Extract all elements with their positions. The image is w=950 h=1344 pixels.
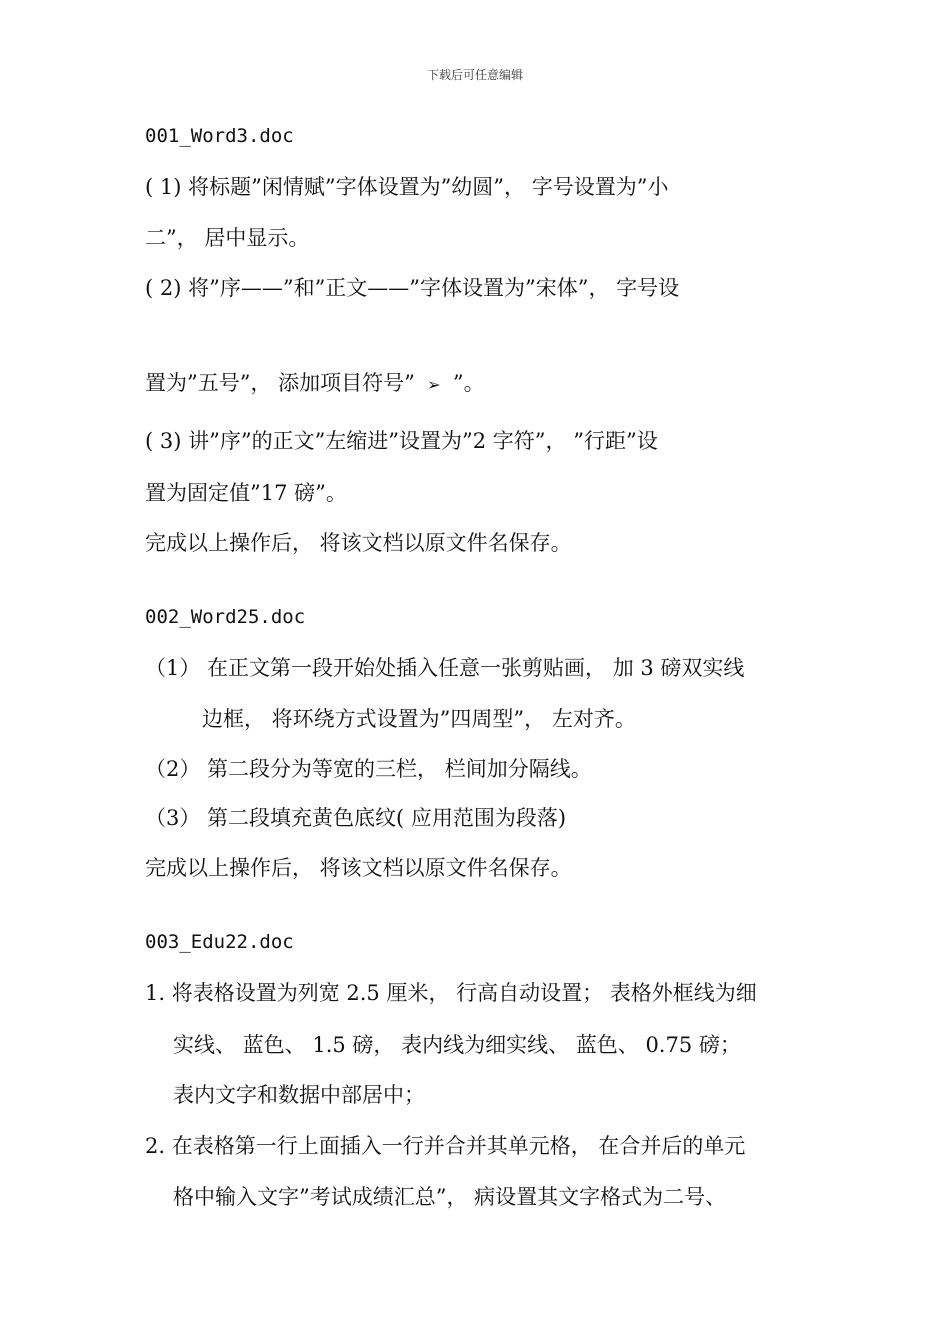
instruction-line: 二”， 居中显示。 (145, 226, 310, 250)
instruction-line: 实线、 蓝色、 1.5 磅， 表内线为细实线、 蓝色、 0.75 磅； (173, 1033, 741, 1057)
instruction-line: 表内文字和数据中部居中； (173, 1083, 425, 1107)
section-title: 002_Word25.doc (145, 606, 306, 628)
instruction-line: ( 3) 讲”序”的正文”左缩进”设置为”2 字符”， ”行距”设 (145, 429, 658, 453)
arrow-bullet-icon: ➢ (427, 375, 441, 394)
instruction-line: （3） 第二段填充黄色底纹( 应用范围为段落) (145, 806, 567, 830)
instruction-line: 1. 将表格设置为列宽 2.5 厘米， 行高自动设置； 表格外框线为细 (145, 981, 757, 1005)
instruction-line (145, 373, 485, 394)
instruction-line: ( 2) 将”序——”和”正文——”字体设置为”宋体”， 字号设 (145, 276, 680, 300)
instruction-line: 置为固定值”17 磅”。 (145, 481, 347, 505)
instruction-line: （1） 在正文第一段开始处插入任意一张剪贴画， 加 3 磅双实线 (145, 656, 745, 680)
page-header: 下载后可任意编辑 (426, 68, 523, 82)
bullet-line-text: ”。 (452, 371, 485, 395)
instruction-line: 2. 在表格第一行上面插入一行并合并其单元格， 在合并后的单元 (145, 1134, 746, 1158)
closing-line: 完成以上操作后， 将该文档以原文件名保存。 (145, 856, 572, 880)
instruction-line: 边框， 将环绕方式设置为”四周型”， 左对齐。 (202, 707, 636, 731)
instruction-line: （2） 第二段分为等宽的三栏， 栏间加分隔线。 (145, 757, 592, 781)
bullet-line-text: 置为”五号”， 添加项目符号” (145, 371, 415, 395)
section-title: 001_Word3.doc (145, 125, 294, 147)
closing-line: 完成以上操作后， 将该文档以原文件名保存。 (145, 531, 572, 555)
instruction-line: 格中输入文字”考试成绩汇总”， 病设置其文字格式为二号、 (173, 1185, 727, 1209)
instruction-line: ( 1) 将标题”闲情赋”字体设置为”幼圆”， 字号设置为”小 (145, 175, 669, 199)
section-title: 003_Edu22.doc (145, 931, 294, 953)
